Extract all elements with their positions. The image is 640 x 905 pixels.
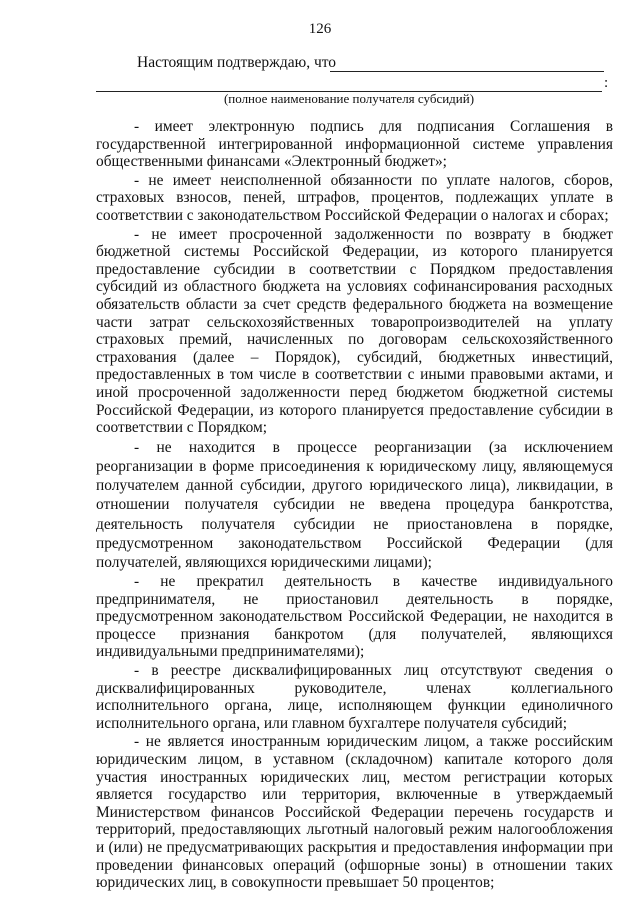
field-caption: (полное наименование получателя субсидий) <box>223 91 475 106</box>
list-item: - в реестре дисквалифицированных лиц отсутствуют сведения о дисквалифицированных руководителе, членах коллегиального исполнительного органа, лице, исполняющем функции единоличного исполнительного органа, или главном бухгалтере получателя субсидий; <box>96 662 613 732</box>
page-number: 126 <box>308 21 332 37</box>
list-item: - не имеет просроченной задолженности по возврату в бюджет бюджетной системы Российской Федерации, из которого планируется предоставление субсидии в соответствии с Порядком предоставления субсидий из областного бюджета на условиях софинансирования расходных обязательств области за счет средств федерального бюджета на возмещение части затрат сельскохозяйственных товаропроизводителей на уплату страховых премий, начисленных по договорам сельскохозяйственного страхования (далее – Порядок), субсидий, бюджетных инвестиций, предоставленных в том числе в соответствии с иными правовыми актами, и иной просроченной задолженности перед бюджетом бюджетной системы Российской Федерации, из которого планируется предоставление субсидии в соответствии с Порядком; <box>96 225 613 437</box>
confirmation-statement: Настоящим подтверждаю, что <box>137 54 337 71</box>
colon: : <box>604 75 609 91</box>
list-item: - не является иностранным юридическим лицом, а также российским юридическим лицом, в уставном (складочном) капитале которого доля участия иностранных юридических лиц, местом регистрации которых является государство или территория, включенные в утверждаемый Министерством финансов Российской Федерации перечень государств и территорий, предоставляющих льготный налоговый режим налогообложения и (или) не предусматривающих раскрытия и предоставления информации при проведении финансовых операций (офшорные зоны) в отношении таких юридических лиц, в совокупности превышает 50 процентов; <box>96 733 613 892</box>
document-body <box>96 118 613 893</box>
list-item: - не прекратил деятельность в качестве индивидуального предпринимателя, не приостановил деятельность в порядке, предусмотренном законодательством Российской Федерации, не находится в процессе признания банкротом (для получателей, являющихся индивидуальными предпринимателями); <box>96 573 613 661</box>
recipient-name-blank-line <box>330 71 604 72</box>
list-item: - имеет электронную подпись для подписания Соглашения в государственной интегрированной информационной системе управления общественными финансами «Электронный бюджет»; <box>96 118 613 171</box>
list-item: - не имеет неисполненной обязанности по уплате налогов, сборов, страховых взносов, пеней, штрафов, процентов, подлежащих уплате в соответствии с законодательством Российской Федерации о налогах и сборах; <box>96 171 613 224</box>
list-item: - не находится в процессе реорганизации (за исключением реорганизации в форме присоединения к юридическому лицу, являющемуся получателем данной субсидии, другого юридического лица), ликвидации, в отношении получателя субсидии не введена процедура банкротства, деятельность получателя субсидии не приостановлена в порядке, предусмотренном законодательством Российской Федерации (для получателей, являющихся юридическими лицами); <box>96 438 613 571</box>
